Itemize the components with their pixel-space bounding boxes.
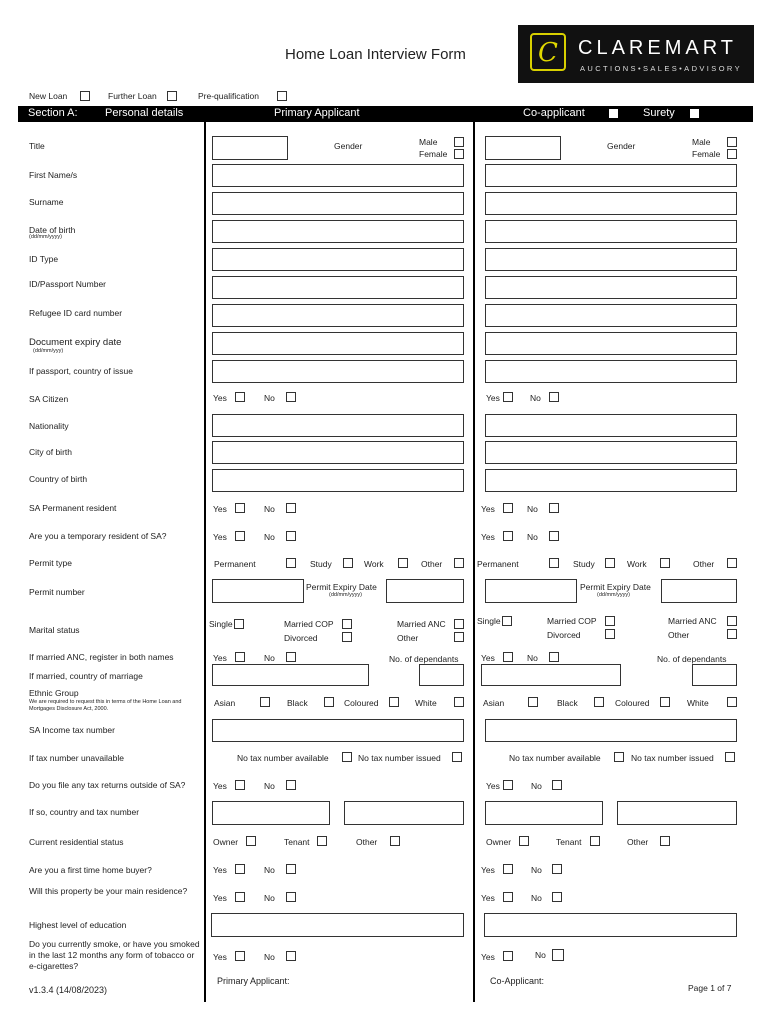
co-doc-expiry-field[interactable] <box>485 332 737 355</box>
co-dob-field[interactable] <box>485 220 737 243</box>
co-single-checkbox[interactable] <box>502 616 512 626</box>
co-main-res-no-label: No <box>531 893 542 903</box>
logo-name: CLAREMART <box>578 37 737 59</box>
co-country-birth-field[interactable] <box>485 469 737 492</box>
primary-gender-label: Gender <box>334 141 363 151</box>
co-other-checkbox[interactable] <box>727 558 737 568</box>
primary-signature-label: Primary Applicant: <box>217 976 290 986</box>
co-permit-number-field[interactable] <box>485 579 577 603</box>
primary-white-label: White <box>415 698 437 708</box>
co-first-time-no-label: No <box>531 865 542 875</box>
primary-marital-other-checkbox[interactable] <box>454 632 464 642</box>
primary-work-label: Work <box>364 559 384 569</box>
coapplicant-checkbox[interactable] <box>609 109 618 118</box>
co-res-other-checkbox[interactable] <box>660 836 670 846</box>
co-anc-no-label: No <box>527 653 538 663</box>
label-dob: Date of birth <box>29 225 76 235</box>
primary-dob-field[interactable] <box>212 220 464 243</box>
label-anc-register: If married ANC, register in both names <box>29 652 174 662</box>
label-id-number: ID/Passport Number <box>29 279 106 289</box>
label-tax-unavailable: If tax number unavailable <box>29 753 124 763</box>
claremart-logo <box>518 25 754 83</box>
co-main-res-no-checkbox[interactable] <box>552 892 562 902</box>
co-citizen-yes-label: Yes <box>486 393 500 403</box>
primary-temp-no-checkbox[interactable] <box>286 531 296 541</box>
logo-mark: C <box>538 38 558 68</box>
primary-dependants-field[interactable] <box>419 664 464 686</box>
primary-refugee-field[interactable] <box>212 304 464 327</box>
co-city-birth-field[interactable] <box>485 441 737 464</box>
primary-temp-no-label: No <box>264 532 275 542</box>
label-dob-hint: (dd/mm/yyyy) <box>29 234 62 240</box>
co-work-label: Work <box>627 559 647 569</box>
label-marriage-country: If married, country of marriage <box>29 671 143 681</box>
primary-main-res-yes-checkbox[interactable] <box>235 892 245 902</box>
co-married-anc-checkbox[interactable] <box>727 616 737 626</box>
page-title: Home Loan Interview Form <box>285 46 466 63</box>
primary-surname-field[interactable] <box>212 192 464 215</box>
label-first-time: Are you a first time home buyer? <box>29 865 152 875</box>
primary-married-anc-checkbox[interactable] <box>454 619 464 629</box>
co-no-tax-available-label: No tax number available <box>509 753 601 763</box>
primary-permanent-label: Permanent <box>214 559 256 569</box>
co-permanent-label: Permanent <box>477 559 519 569</box>
co-single-label: Single <box>477 616 501 626</box>
co-permanent-checkbox[interactable] <box>549 558 559 568</box>
co-first-time-yes-checkbox[interactable] <box>503 864 513 874</box>
column-divider-left <box>204 122 206 1002</box>
primary-main-res-no-label: No <box>264 893 275 903</box>
primary-married-cop-label: Married COP <box>284 619 334 629</box>
co-perm-yes-label: Yes <box>481 504 495 514</box>
primary-other-checkbox[interactable] <box>454 558 464 568</box>
co-tax-outside-no-checkbox[interactable] <box>552 780 562 790</box>
co-other-label: Other <box>693 559 715 569</box>
label-residential: Current residential status <box>29 837 124 847</box>
co-smoke-no-label: No <box>535 950 546 960</box>
co-refugee-field[interactable] <box>485 304 737 327</box>
section-name: Section A: <box>28 107 78 119</box>
co-temp-yes-label: Yes <box>481 532 495 542</box>
co-coloured-label: Coloured <box>615 698 650 708</box>
co-id-type-field[interactable] <box>485 248 737 271</box>
primary-tax-outside-no-label: No <box>264 781 275 791</box>
co-temp-no-label: No <box>527 532 538 542</box>
primary-owner-checkbox[interactable] <box>246 836 256 846</box>
primary-permit-expiry-field[interactable] <box>386 579 464 603</box>
label-marital: Marital status <box>29 625 80 635</box>
co-owner-label: Owner <box>486 837 512 847</box>
co-married-cop-label: Married COP <box>547 616 597 626</box>
label-id-type: ID Type <box>29 254 59 264</box>
co-marital-other-checkbox[interactable] <box>727 629 737 639</box>
co-divorced-label: Divorced <box>547 630 581 640</box>
co-tax-country-field[interactable] <box>485 801 603 825</box>
coapplicant-heading: Co-applicant <box>523 107 585 119</box>
primary-no-tax-issued-checkbox[interactable] <box>452 752 462 762</box>
co-citizen-no-label: No <box>530 393 541 403</box>
logo-tagline: AUCTIONS•SALES•ADVISORY <box>580 64 743 73</box>
co-female-label: Female <box>692 149 721 159</box>
primary-main-res-yes-label: Yes <box>213 893 227 903</box>
primary-tax-outside-yes-checkbox[interactable] <box>235 780 245 790</box>
prequal-checkbox[interactable] <box>277 91 287 101</box>
label-perm-resident: SA Permanent resident <box>29 503 117 513</box>
primary-divorced-checkbox[interactable] <box>342 632 352 642</box>
surety-checkbox[interactable] <box>690 109 699 118</box>
co-id-number-field[interactable] <box>485 276 737 299</box>
co-education-field[interactable] <box>484 913 737 937</box>
label-tax-number: SA Income tax number <box>29 725 115 735</box>
co-permit-expiry-label: Permit Expiry Date <box>580 582 651 592</box>
co-main-res-yes-checkbox[interactable] <box>503 892 513 902</box>
primary-smoke-no-label: No <box>264 952 275 962</box>
further-loan-label: Further Loan <box>108 91 157 101</box>
primary-tax-outside-yes-label: Yes <box>213 781 227 791</box>
label-surname: Surname <box>29 197 64 207</box>
primary-asian-checkbox[interactable] <box>260 697 270 707</box>
primary-first-time-no-label: No <box>264 865 275 875</box>
primary-perm-yes-label: Yes <box>213 504 227 514</box>
label-doc-expiry-hint: (dd/mm/yyy) <box>33 348 64 354</box>
primary-married-cop-checkbox[interactable] <box>342 619 352 629</box>
primary-tenant-label: Tenant <box>284 837 310 847</box>
co-res-other-label: Other <box>627 837 649 847</box>
primary-first-time-yes-checkbox[interactable] <box>235 864 245 874</box>
label-city-birth: City of birth <box>29 447 72 457</box>
co-tax-number-field[interactable] <box>485 719 737 742</box>
co-nationality-field[interactable] <box>485 414 737 437</box>
label-education: Highest level of education <box>29 920 127 930</box>
co-no-tax-issued-checkbox[interactable] <box>725 752 735 762</box>
co-citizen-no-checkbox[interactable] <box>549 392 559 402</box>
primary-work-checkbox[interactable] <box>398 558 408 568</box>
primary-coloured-checkbox[interactable] <box>389 697 399 707</box>
co-study-checkbox[interactable] <box>605 558 615 568</box>
label-ethnic-note: We are required to request this in terms of the Home Loan and Mortgages Disclosure Act, 2000. <box>29 699 182 713</box>
primary-tenant-checkbox[interactable] <box>317 836 327 846</box>
primary-first-time-no-checkbox[interactable] <box>286 864 296 874</box>
co-study-label: Study <box>573 559 595 569</box>
label-country-birth: Country of birth <box>29 474 88 484</box>
co-tax-outside-no-label: No <box>531 781 542 791</box>
co-anc-yes-checkbox[interactable] <box>503 652 513 662</box>
primary-country-birth-field[interactable] <box>212 469 464 492</box>
primary-citizen-no-label: No <box>264 393 275 403</box>
co-gender-label: Gender <box>607 141 636 151</box>
primary-main-res-no-checkbox[interactable] <box>286 892 296 902</box>
co-work-checkbox[interactable] <box>660 558 670 568</box>
co-black-label: Black <box>557 698 578 708</box>
primary-title-field[interactable] <box>212 136 288 160</box>
primary-smoke-yes-checkbox[interactable] <box>235 951 245 961</box>
co-temp-no-checkbox[interactable] <box>549 531 559 541</box>
co-dependants-field[interactable] <box>692 664 737 686</box>
co-marriage-country-field[interactable] <box>481 664 621 686</box>
page-number: Page 1 of 7 <box>688 983 732 993</box>
primary-permit-number-field[interactable] <box>212 579 304 603</box>
primary-female-label: Female <box>419 149 448 159</box>
primary-education-field[interactable] <box>211 913 464 937</box>
primary-anc-no-checkbox[interactable] <box>286 652 296 662</box>
primary-perm-yes-checkbox[interactable] <box>235 503 245 513</box>
primary-citizen-yes-label: Yes <box>213 393 227 403</box>
co-marital-other-label: Other <box>668 630 690 640</box>
new-loan-label: New Loan <box>29 91 68 101</box>
primary-passport-country-field[interactable] <box>212 360 464 383</box>
primary-perm-no-checkbox[interactable] <box>286 503 296 513</box>
co-female-checkbox[interactable] <box>727 149 737 159</box>
primary-marital-other-label: Other <box>397 633 419 643</box>
label-ethnic: Ethnic Group <box>29 688 79 698</box>
primary-study-checkbox[interactable] <box>343 558 353 568</box>
co-temp-yes-checkbox[interactable] <box>503 531 513 541</box>
primary-first-name-field[interactable] <box>212 164 464 187</box>
surety-heading: Surety <box>643 107 675 119</box>
primary-coloured-label: Coloured <box>344 698 379 708</box>
label-sa-citizen: SA Citizen <box>29 394 69 404</box>
primary-perm-no-label: No <box>264 504 275 514</box>
primary-first-time-yes-label: Yes <box>213 865 227 875</box>
co-smoke-yes-checkbox[interactable] <box>503 951 513 961</box>
label-refugee: Refugee ID card number <box>29 308 123 318</box>
primary-permanent-checkbox[interactable] <box>286 558 296 568</box>
co-tax-outside-yes-label: Yes <box>486 781 500 791</box>
label-main-residence: Will this property be your main residence? <box>29 886 188 896</box>
co-dependants-label: No. of dependants <box>657 654 727 664</box>
label-temp-resident: Are you a temporary resident of SA? <box>29 531 167 541</box>
co-tenant-checkbox[interactable] <box>590 836 600 846</box>
co-permit-expiry-field[interactable] <box>661 579 737 603</box>
co-smoke-no-checkbox[interactable] <box>552 949 564 961</box>
primary-study-label: Study <box>310 559 332 569</box>
label-first-name: First Name/s <box>29 170 78 180</box>
primary-single-checkbox[interactable] <box>234 619 244 629</box>
co-no-tax-available-checkbox[interactable] <box>614 752 624 762</box>
primary-nationality-field[interactable] <box>212 414 464 437</box>
primary-marriage-country-field[interactable] <box>212 664 369 686</box>
primary-anc-yes-checkbox[interactable] <box>235 652 245 662</box>
co-divorced-checkbox[interactable] <box>605 629 615 639</box>
primary-tax-number-field[interactable] <box>212 719 464 742</box>
new-loan-checkbox[interactable] <box>80 91 90 101</box>
co-coloured-checkbox[interactable] <box>660 697 670 707</box>
co-smoke-yes-label: Yes <box>481 952 495 962</box>
co-asian-checkbox[interactable] <box>528 697 538 707</box>
section-title: Personal details <box>105 107 184 119</box>
primary-anc-yes-label: Yes <box>213 653 227 663</box>
primary-smoke-no-checkbox[interactable] <box>286 951 296 961</box>
primary-owner-label: Owner <box>213 837 239 847</box>
label-doc-expiry: Document expiry date <box>29 337 122 348</box>
primary-asian-label: Asian <box>214 698 236 708</box>
co-male-label: Male <box>692 137 711 147</box>
primary-divorced-label: Divorced <box>284 633 318 643</box>
primary-permit-expiry-hint: (dd/mm/yyyy) <box>329 592 362 598</box>
co-anc-no-checkbox[interactable] <box>549 652 559 662</box>
co-male-checkbox[interactable] <box>727 137 737 147</box>
primary-doc-expiry-field[interactable] <box>212 332 464 355</box>
primary-temp-yes-checkbox[interactable] <box>235 531 245 541</box>
primary-foreign-tax-number-field[interactable] <box>344 801 464 825</box>
primary-citizen-no-checkbox[interactable] <box>286 392 296 402</box>
co-first-time-no-checkbox[interactable] <box>552 864 562 874</box>
primary-married-anc-label: Married ANC <box>397 619 446 629</box>
co-perm-no-checkbox[interactable] <box>549 503 559 513</box>
primary-white-checkbox[interactable] <box>454 697 464 707</box>
primary-single-label: Single <box>209 619 233 629</box>
co-white-label: White <box>687 698 709 708</box>
co-tax-outside-yes-checkbox[interactable] <box>503 780 513 790</box>
primary-male-checkbox[interactable] <box>454 137 464 147</box>
label-permit-type: Permit type <box>29 558 72 568</box>
co-married-anc-label: Married ANC <box>668 616 717 626</box>
co-asian-label: Asian <box>483 698 505 708</box>
primary-dependants-label: No. of dependants <box>389 654 459 664</box>
co-owner-checkbox[interactable] <box>519 836 529 846</box>
co-married-cop-checkbox[interactable] <box>605 616 615 626</box>
primary-black-checkbox[interactable] <box>324 697 334 707</box>
primary-id-number-field[interactable] <box>212 276 464 299</box>
primary-res-other-checkbox[interactable] <box>390 836 400 846</box>
primary-citizen-yes-checkbox[interactable] <box>235 392 245 402</box>
co-passport-country-field[interactable] <box>485 360 737 383</box>
primary-male-label: Male <box>419 137 438 147</box>
label-title: Title <box>29 141 45 151</box>
primary-temp-yes-label: Yes <box>213 532 227 542</box>
version-text: v1.3.4 (14/08/2023) <box>29 985 108 995</box>
label-smoke: Do you currently smoke, or have you smoked in the last 12 months any form of tobacco or e-cigarettes? <box>29 939 200 972</box>
co-white-checkbox[interactable] <box>727 697 737 707</box>
primary-applicant-heading: Primary Applicant <box>274 107 360 119</box>
primary-no-tax-issued-label: No tax number issued <box>358 753 441 763</box>
primary-anc-no-label: No <box>264 653 275 663</box>
label-tax-outside: Do you file any tax returns outside of SA? <box>29 780 186 790</box>
co-perm-no-label: No <box>527 504 538 514</box>
primary-tax-country-field[interactable] <box>212 801 330 825</box>
primary-id-type-field[interactable] <box>212 248 464 271</box>
primary-black-label: Black <box>287 698 308 708</box>
co-signature-label: Co-Applicant: <box>490 976 545 986</box>
co-tenant-label: Tenant <box>556 837 582 847</box>
primary-other-label: Other <box>421 559 443 569</box>
label-tax-country: If so, country and tax number <box>29 807 140 817</box>
co-citizen-yes-checkbox[interactable] <box>503 392 513 402</box>
label-nationality: Nationality <box>29 421 69 431</box>
primary-no-tax-available-checkbox[interactable] <box>342 752 352 762</box>
primary-res-other-label: Other <box>356 837 378 847</box>
co-no-tax-issued-label: No tax number issued <box>631 753 714 763</box>
primary-tax-outside-no-checkbox[interactable] <box>286 780 296 790</box>
primary-permit-expiry-label: Permit Expiry Date <box>306 582 377 592</box>
co-black-checkbox[interactable] <box>594 697 604 707</box>
logo-emblem <box>530 33 566 71</box>
section-header-bar <box>18 106 753 122</box>
prequal-label: Pre-qualification <box>198 91 259 101</box>
co-title-field[interactable] <box>485 136 561 160</box>
label-permit-number: Permit number <box>29 587 85 597</box>
primary-no-tax-available-label: No tax number available <box>237 753 329 763</box>
label-passport-country: If passport, country of issue <box>29 366 133 376</box>
primary-female-checkbox[interactable] <box>454 149 464 159</box>
co-anc-yes-label: Yes <box>481 653 495 663</box>
primary-city-birth-field[interactable] <box>212 441 464 464</box>
column-divider-right <box>473 122 475 1002</box>
primary-smoke-yes-label: Yes <box>213 952 227 962</box>
co-foreign-tax-number-field[interactable] <box>617 801 737 825</box>
co-first-name-field[interactable] <box>485 164 737 187</box>
co-permit-expiry-hint: (dd/mm/yyyy) <box>597 592 630 598</box>
co-surname-field[interactable] <box>485 192 737 215</box>
co-first-time-yes-label: Yes <box>481 865 495 875</box>
further-loan-checkbox[interactable] <box>167 91 177 101</box>
co-perm-yes-checkbox[interactable] <box>503 503 513 513</box>
co-main-res-yes-label: Yes <box>481 893 495 903</box>
